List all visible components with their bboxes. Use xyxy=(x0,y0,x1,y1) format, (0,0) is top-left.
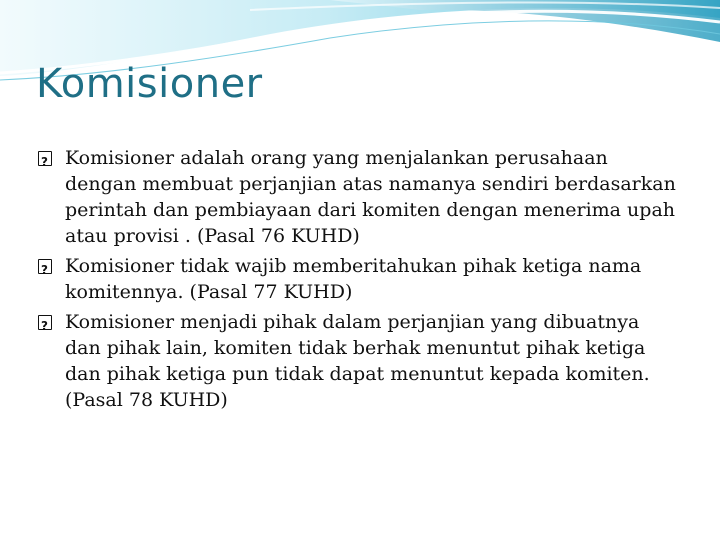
bullet-list xyxy=(0,145,720,417)
bullet-item xyxy=(0,145,720,249)
bullet-text: Komisioner adalah orang yang menjalankan perusahaan dengan membuat perjanjian atas namanya sendiri berdasarkan perintah dan pembiayaan dari komiten dengan menerima upah atau provisi . (Pasal 76 KUHD) xyxy=(65,147,676,247)
bullet-item xyxy=(0,309,720,413)
missing-glyph-box-icon xyxy=(38,315,52,330)
bullet-text: Komisioner tidak wajib memberitahukan pihak ketiga nama komitennya. (Pasal 77 KUHD) xyxy=(65,255,642,303)
missing-glyph-box-icon xyxy=(38,151,52,166)
missing-glyph-box-icon xyxy=(38,259,52,274)
bullet-text: Komisioner menjadi pihak dalam perjanjian yang dibuatnya dan pihak lain, komiten tidak berhak menuntut pihak ketiga dan pihak ketiga pun tidak dapat menuntut kepada komiten. (Pasal 78 KUHD) xyxy=(65,311,650,411)
bullet-item xyxy=(0,253,720,305)
slide-title: Komisioner xyxy=(36,61,263,107)
